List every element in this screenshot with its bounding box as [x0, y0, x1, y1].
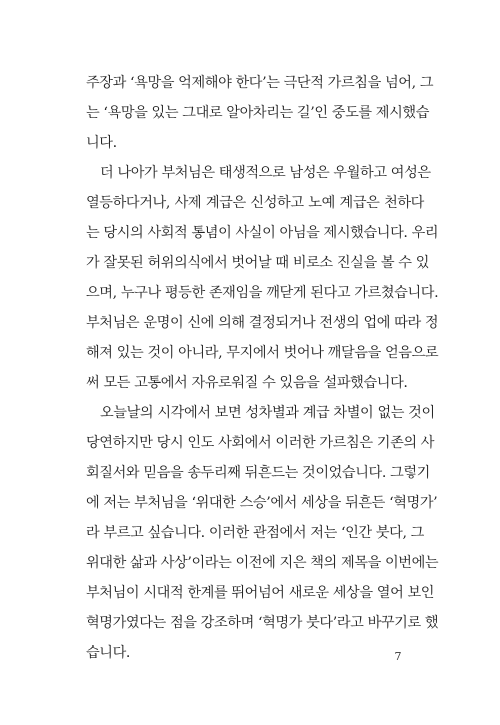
paragraph	[86, 68, 434, 158]
text-line: 주장과 ‘욕망을 억제해야 한다’는 극단적 가르침을 넘어, 그	[86, 75, 434, 91]
text-line: 열등하다거나, 사제 계급은 신성하고 노예 계급은 천하다	[86, 195, 424, 211]
paragraph	[86, 398, 439, 668]
text-line: 부처님이 시대적 한계를 뛰어넘어 새로운 세상을 열어 보인	[86, 585, 435, 601]
page-number: 7	[394, 650, 402, 663]
text-line: 는 ‘욕망을 있는 그대로 알아차리는 길’인 중도를 제시했습	[86, 105, 430, 121]
text-line: 니다.	[86, 135, 117, 151]
text-line: 으며, 누구나 평등한 존재임을 깨닫게 된다고 가르쳤습니다.	[86, 285, 439, 301]
text-line: 회질서와 믿음을 송두리째 뒤흔드는 것이었습니다. 그렇기	[86, 465, 430, 481]
text-line: 부처님은 운명이 신에 의해 결정되거나 전생의 업에 따라 정	[86, 315, 439, 331]
text-line: 습니다.	[86, 645, 131, 661]
text-line: 가 잘못된 허위의식에서 벗어날 때 비로소 진실을 볼 수 있	[86, 255, 430, 271]
text-line: 당연하지만 당시 인도 사회에서 이러한 가르침은 기존의 사	[86, 435, 435, 451]
text-line: 혁명가였다는 점을 강조하며 ‘혁명가 붓다’라고 바꾸기로 했	[86, 615, 439, 631]
text-line: 더 나아가 부처님은 태생적으로 남성은 우월하고 여성은	[100, 165, 431, 181]
text-line: 라 부르고 싶습니다. 이러한 관점에서 저는 ‘인간 붓다, 그	[86, 525, 424, 541]
text-line: 위대한 삶과 사상’이라는 이전에 지은 책의 제목을 이번에는	[86, 555, 439, 571]
text-line: 는 당시의 사회적 통념이 사실이 아님을 제시했습니다. 우리	[86, 225, 439, 241]
text-line: 해져 있는 것이 아니라, 무지에서 벗어나 깨달음을 얻음으로	[86, 345, 439, 361]
page-body	[86, 68, 439, 668]
text-line: 써 모든 고통에서 자유로워질 수 있음을 설파했습니다.	[86, 375, 408, 391]
text-line: 에 저는 부처님을 ‘위대한 스승’에서 세상을 뒤흔든 ‘혁명가’	[86, 495, 438, 511]
paragraph	[86, 158, 439, 398]
text-line: 오늘날의 시각에서 보면 성차별과 계급 차별이 없는 것이	[100, 405, 435, 421]
